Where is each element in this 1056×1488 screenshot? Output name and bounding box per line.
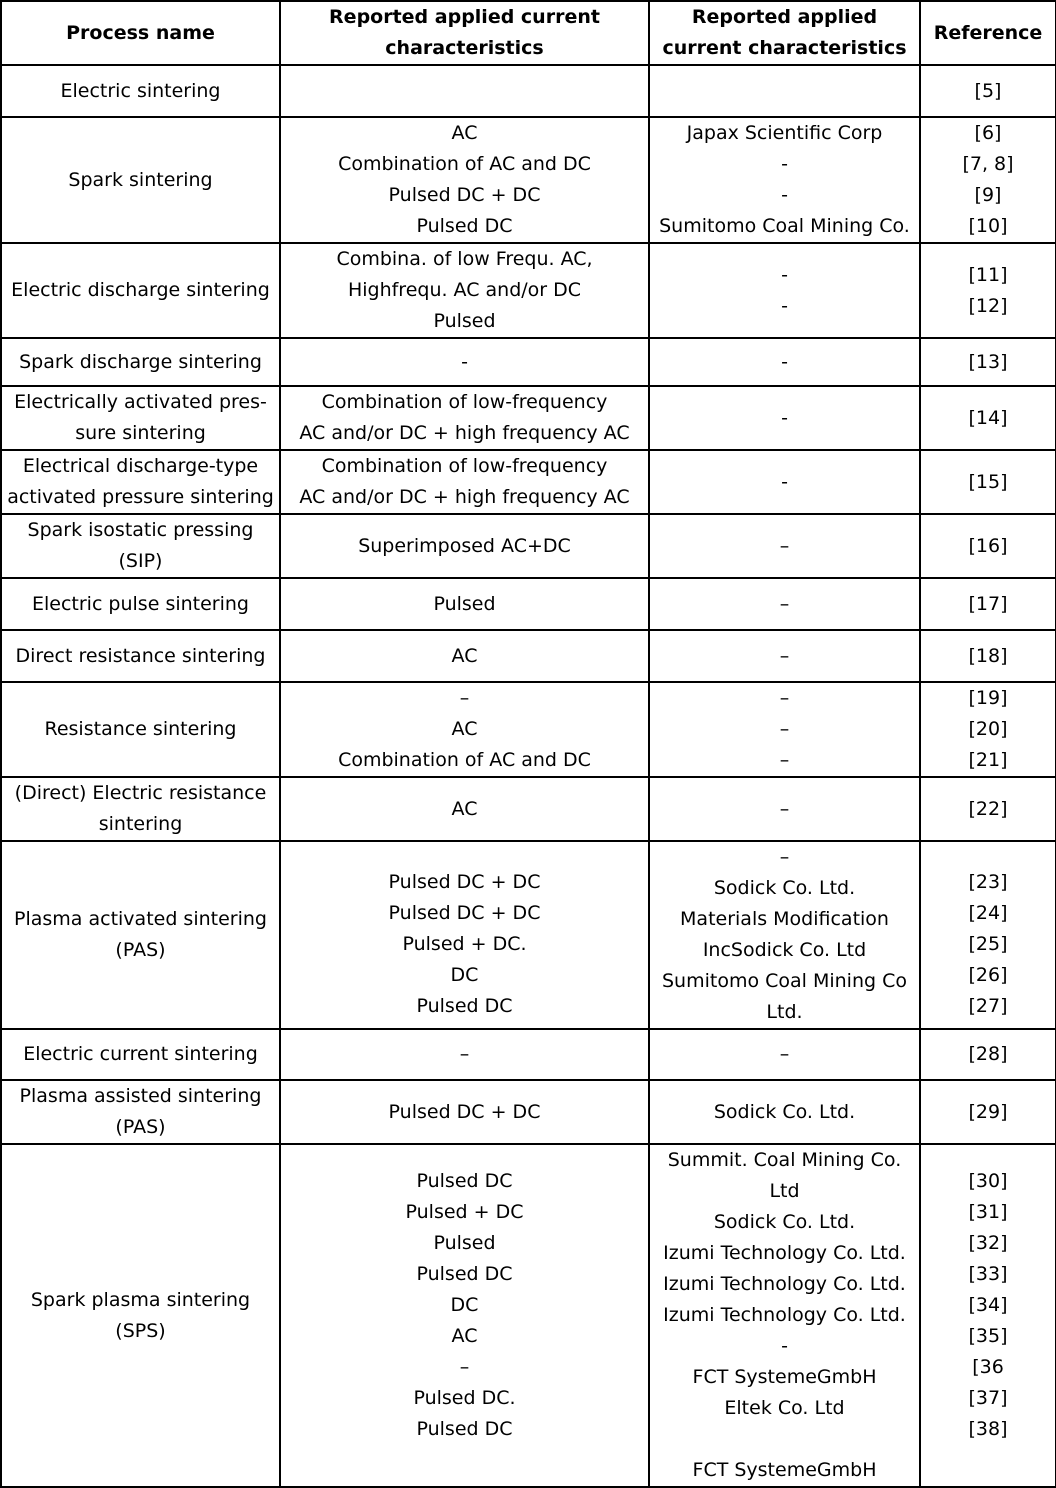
process-name-cell: Spark sintering [1,117,280,243]
cell-lines [284,1039,645,1070]
cell-lines [284,1166,645,1445]
process-name-cell: Spark plasma sintering (SPS) [1,1144,280,1487]
cell-line: – [779,644,790,667]
cell-line: – [459,1356,470,1378]
current-characteristics-cell [280,514,649,578]
cell-line: [12] [968,294,1008,317]
cell-lines [924,531,1052,562]
cell-lines [924,76,1052,107]
supplier-cell [649,117,920,243]
reference-cell [920,450,1056,514]
cell-line: Ltd. [766,1001,803,1023]
cell-line: [30] [968,1170,1008,1192]
cell-lines [653,403,916,434]
cell-line: AC [451,1325,478,1347]
cell-lines [924,589,1052,620]
cell-line: - [781,184,788,206]
cell-line: [31] [968,1201,1008,1223]
process-name-cell: Direct resistance sintering [1,630,280,682]
cell-line: Combination of low-frequency [321,391,608,413]
cell-lines [284,589,645,620]
cell-line: Summit. Coal Mining Co. [667,1149,902,1171]
cell-line: FCT SystemeGmbH [692,1366,877,1388]
current-characteristics-cell [280,841,649,1029]
table-row [1,578,1056,630]
cell-line: – [779,687,790,709]
cell-lines [284,683,645,776]
cell-lines [284,387,645,449]
supplier-cell [649,630,920,682]
cell-lines [653,531,916,562]
cell-lines [924,1166,1052,1445]
cell-line: Ltd [769,1180,800,1202]
cell-lines [284,641,645,672]
cell-lines [924,794,1052,825]
cell-line: [34] [968,1294,1008,1316]
cell-lines [653,260,916,322]
cell-line: AC [451,644,478,667]
current-characteristics-cell [280,65,649,117]
cell-line: – [459,1043,470,1065]
cell-line: Pulsed DC + DC [388,870,541,893]
cell-line: – [779,592,790,615]
cell-line: [11] [968,263,1008,286]
supplier-cell [649,1080,920,1144]
cell-line: IncSodick Co. Ltd [702,939,867,961]
cell-line: [38] [968,1418,1008,1440]
cell-lines [284,867,645,1022]
cell-line: [5] [974,79,1002,102]
cell-line: Pulsed + DC [405,1201,524,1223]
cell-lines [924,118,1052,242]
reference-cell [920,386,1056,450]
supplier-cell [649,777,920,841]
cell-line: Pulsed DC. [413,1387,516,1409]
process-name-cell: Electric sintering [1,65,280,117]
cell-line: – [779,1043,790,1065]
cell-line: [20] [968,718,1008,740]
header-supplier-characteristics: Reported applied current characteristics [649,1,920,65]
cell-line: [21] [968,749,1008,771]
table-row [1,777,1056,841]
cell-lines [924,403,1052,434]
cell-line: [6] [974,122,1002,144]
table-row [1,65,1056,117]
header-process-name: Process name [1,1,280,65]
cell-lines [924,867,1052,1022]
cell-line: – [779,749,790,771]
process-name-cell: Plasma activated sintering (PAS) [1,841,280,1029]
cell-line: [22] [968,797,1008,820]
header-current-characteristics: Reported applied current characteristics [280,1,649,65]
cell-lines [653,1097,916,1128]
cell-line: [14] [968,406,1008,429]
cell-lines [284,347,645,378]
cell-line: - [781,294,788,317]
current-characteristics-cell [280,386,649,450]
process-name-cell: Plasma assisted sintering (PAS) [1,1080,280,1144]
reference-cell [920,630,1056,682]
process-name-cell: Electric pulse sintering [1,578,280,630]
table-row [1,630,1056,682]
cell-lines [284,244,645,337]
cell-line: Combina. of low Frequ. AC, [336,248,593,270]
cell-line: AC [451,797,478,820]
cell-line: Pulsed DC [416,1263,513,1285]
cell-line: [15] [968,470,1008,493]
current-characteristics-cell [280,777,649,841]
cell-line: Combination of low-frequency [321,455,608,477]
cell-line: – [779,718,790,740]
table-row [1,1144,1056,1487]
cell-line: - [781,1335,788,1357]
process-name-cell: Spark discharge sintering [1,338,280,386]
current-characteristics-cell [280,682,649,777]
supplier-cell [649,578,920,630]
table-row [1,386,1056,450]
cell-line: Pulsed DC + DC [388,901,541,924]
supplier-cell [649,338,920,386]
cell-lines [924,1097,1052,1128]
cell-line: AC and/or DC + high frequency AC [299,486,630,508]
process-name-cell: Spark isostatic pressing (SIP) [1,514,280,578]
reference-cell [920,1029,1056,1080]
current-characteristics-cell [280,1029,649,1080]
reference-cell [920,65,1056,117]
cell-line: [29] [968,1100,1008,1123]
reference-cell [920,117,1056,243]
current-characteristics-cell [280,243,649,338]
process-name-cell: Electrically activated pres-sure sintering [1,386,280,450]
cell-lines [653,118,916,242]
cell-lines [284,118,645,242]
reference-cell [920,841,1056,1029]
table-row [1,1029,1056,1080]
supplier-cell [649,682,920,777]
current-characteristics-cell [280,630,649,682]
cell-line: [17] [968,592,1008,615]
supplier-cell [649,841,920,1029]
cell-line: [36 [972,1356,1004,1378]
cell-line: [37] [968,1387,1008,1409]
header-reference: Reference [920,1,1056,65]
supplier-cell [649,1029,920,1080]
cell-line: Sumitomo Coal Mining Co. [659,215,910,237]
cell-line: - [461,350,468,373]
cell-line: Pulsed DC + DC [388,1100,541,1123]
table-row [1,450,1056,514]
cell-line: Sumitomo Coal Mining Co [661,970,907,992]
supplier-cell [649,514,920,578]
table-row [1,1080,1056,1144]
cell-line: [35] [968,1325,1008,1347]
cell-line: Pulsed DC + DC [388,184,541,206]
reference-cell [920,514,1056,578]
cell-lines [924,1039,1052,1070]
reference-cell [920,578,1056,630]
cell-lines [284,451,645,513]
header-row [1,1,1056,65]
cell-lines [653,794,916,825]
table-row [1,841,1056,1029]
cell-line: Pulsed [433,310,496,332]
table-row [1,117,1056,243]
cell-line: Pulsed DC [416,1418,513,1440]
current-characteristics-cell [280,338,649,386]
supplier-cell [649,65,920,117]
cell-line: [32] [968,1232,1008,1254]
cell-lines [924,260,1052,322]
cell-line: Pulsed DC [416,215,513,237]
cell-line: Pulsed + DC. [402,932,527,955]
process-name-cell: (Direct) Electric resistance sintering [1,777,280,841]
cell-line: [28] [968,1043,1008,1065]
cell-lines [653,1039,916,1070]
supplier-cell [649,1144,920,1487]
supplier-cell [649,386,920,450]
supplier-cell [649,450,920,514]
current-characteristics-cell [280,1144,649,1487]
cell-line: Japax Scientific Corp [686,122,883,144]
cell-lines [284,531,645,562]
cell-line: – [459,687,470,709]
cell-lines [924,683,1052,776]
cell-line: Izumi Technology Co. Ltd. [663,1304,906,1326]
reference-cell [920,777,1056,841]
reference-cell [920,243,1056,338]
cell-line: Materials Modification [680,908,889,930]
cell-line: Pulsed [433,1232,496,1254]
cell-line: Sodick Co. Ltd. [713,1211,856,1233]
cell-line: - [781,153,788,175]
table-row [1,338,1056,386]
process-name-cell: Resistance sintering [1,682,280,777]
cell-line: Pulsed DC [416,1170,513,1192]
cell-line: Pulsed [433,592,496,615]
cell-line: Pulsed DC [416,994,513,1017]
cell-lines [653,467,916,498]
cell-line: AC [451,718,478,740]
cell-line: Sodick Co. Ltd. [713,877,856,899]
cell-line: DC [450,1294,479,1316]
reference-cell [920,338,1056,386]
cell-line: - [781,263,788,286]
table-row [1,514,1056,578]
cell-line: Superimposed AC+DC [358,534,571,557]
cell-line: Izumi Technology Co. Ltd. [663,1273,906,1295]
cell-line: [16] [968,534,1008,557]
cell-line: [13] [968,350,1008,373]
current-characteristics-cell [280,117,649,243]
cell-line: FCT SystemeGmbH [692,1459,877,1481]
cell-line: Izumi Technology Co. Ltd. [663,1242,906,1264]
cell-line: Eltek Co. Ltd [724,1397,845,1419]
cell-line: Combination of AC and DC [338,153,591,175]
cell-line: [26] [968,963,1008,986]
current-characteristics-cell [280,578,649,630]
cell-line: - [781,470,788,493]
cell-lines [653,641,916,672]
cell-lines [284,1097,645,1128]
cell-line: – [779,797,790,820]
current-characteristics-cell [280,1080,649,1144]
cell-line: [10] [968,215,1008,237]
cell-line: [7, 8] [962,153,1014,175]
cell-line: [18] [968,644,1008,667]
cell-line: - [781,350,788,373]
process-name-cell: Electrical discharge-type activated pressure sintering [1,450,280,514]
table-row [1,682,1056,777]
cell-line: Highfrequ. AC and/or DC [347,279,582,301]
cell-lines [924,641,1052,672]
cell-line: Combination of AC and DC [338,749,591,771]
cell-line: [25] [968,932,1008,955]
reference-cell [920,682,1056,777]
cell-line: [33] [968,1263,1008,1285]
table-body [1,65,1056,1487]
cell-line: AC [451,122,478,144]
cell-lines [924,347,1052,378]
table-row [1,243,1056,338]
current-characteristics-cell [280,450,649,514]
reference-cell [920,1144,1056,1487]
cell-line: Sodick Co. Ltd. [713,1100,856,1123]
supplier-cell [649,243,920,338]
process-name-cell: Electric current sintering [1,1029,280,1080]
cell-line: [9] [974,184,1002,206]
cell-line: – [779,846,790,868]
cell-lines [924,467,1052,498]
cell-lines [653,842,916,1028]
reference-cell [920,1080,1056,1144]
process-name-cell: Electric discharge sintering [1,243,280,338]
cell-line: [23] [968,870,1008,893]
cell-lines [653,347,916,378]
cell-line [653,1424,916,1455]
cell-line: [27] [968,994,1008,1017]
cell-lines [653,683,916,776]
cell-lines [653,589,916,620]
cell-line: [19] [968,687,1008,709]
cell-lines [284,794,645,825]
cell-lines [653,1145,916,1486]
cell-line: DC [450,963,479,986]
cell-line: - [781,406,788,429]
cell-line: [24] [968,901,1008,924]
cell-line: – [779,534,790,557]
cell-line: AC and/or DC + high frequency AC [299,422,630,444]
